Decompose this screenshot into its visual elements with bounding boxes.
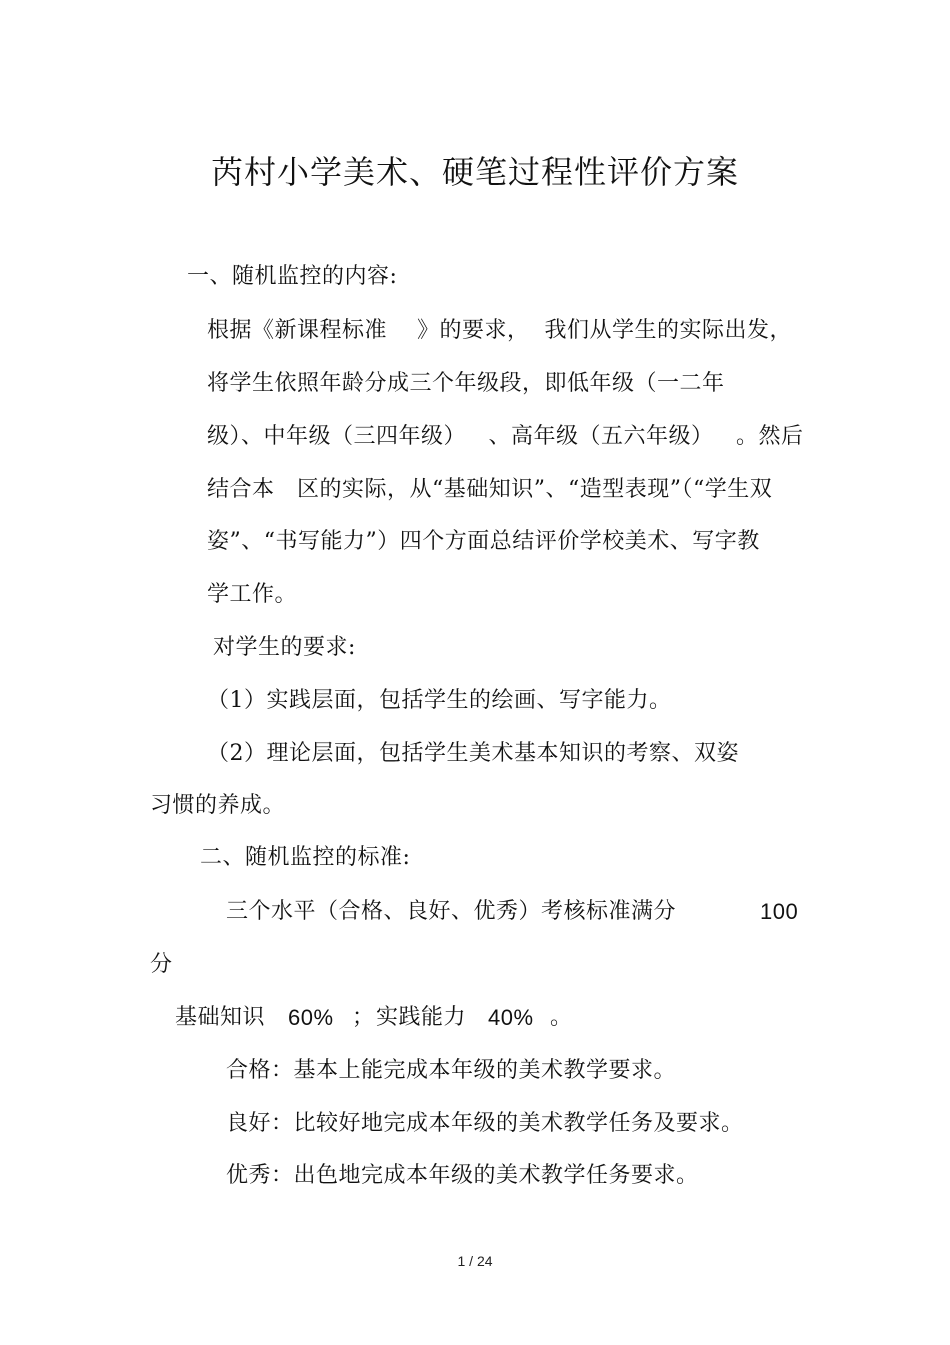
requirements-label: 对学生的要求: bbox=[213, 635, 356, 660]
paragraph-line: 学工作。 bbox=[207, 582, 298, 607]
paragraph-line: 姿”、“书写能力”）四个方面总结评价学校美术、写字教 bbox=[207, 529, 760, 554]
requirement-item-2-continuation: 习惯的养成。 bbox=[150, 793, 286, 818]
level-excellent: 优秀：出色地完成本年级的美术教学任务要求。 bbox=[226, 1163, 699, 1188]
level-good: 良好：比较好地完成本年级的美术教学任务及要求。 bbox=[226, 1111, 744, 1136]
paragraph-line: 将学生依照年龄分成三个年级段，即低年级（一二年 bbox=[207, 371, 725, 396]
page-indicator: 1 / 24 bbox=[457, 1253, 493, 1269]
paragraph-line: 结合本 区的实际，从“基础知识”、“造型表现”（“学生双 bbox=[207, 477, 773, 502]
section-heading-1: 一、随机监控的内容: bbox=[187, 264, 398, 289]
weights-practice-label: 实践能力 bbox=[376, 1005, 467, 1030]
level-pass: 合格：基本上能完成本年级的美术教学要求。 bbox=[226, 1058, 677, 1083]
weights-separator: ； bbox=[352, 1005, 375, 1030]
paragraph-line: 级）、中年级（三四年级） 、高年级（五六年级） 。然后 bbox=[207, 424, 804, 449]
standard-score: 100 bbox=[760, 899, 799, 924]
standard-unit: 分 bbox=[150, 952, 173, 977]
requirement-item-1: （1）实践层面，包括学生的绘画、写字能力。 bbox=[207, 688, 672, 713]
weights-basic-label: 基础知识 bbox=[175, 1005, 266, 1030]
standard-text: 三个水平（合格、良好、优秀）考核标准满分 bbox=[226, 899, 677, 924]
requirement-item-2: （2）理论层面，包括学生美术基本知识的考察、双姿 bbox=[207, 741, 739, 766]
weights-end: 。 bbox=[550, 1005, 573, 1030]
paragraph-line: 根据《新课程标准 》的要求， 我们从学生的实际出发， bbox=[207, 318, 792, 343]
weights-practice-value: 40% bbox=[488, 1005, 534, 1030]
document-title: 芮村小学美术、硬笔过程性评价方案 bbox=[210, 153, 739, 191]
weights-basic-value: 60% bbox=[288, 1005, 334, 1030]
section-heading-2: 二、随机监控的标准: bbox=[200, 845, 411, 870]
